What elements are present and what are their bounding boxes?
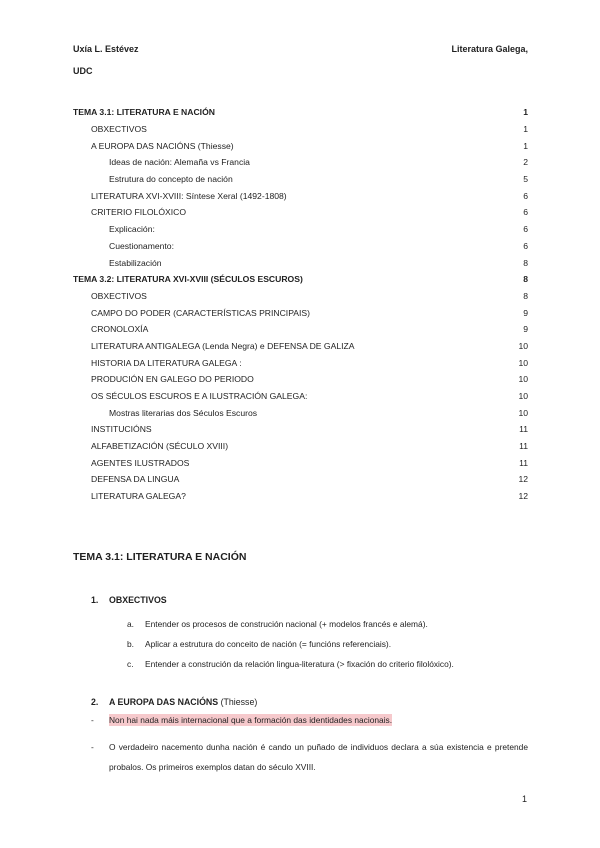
toc-entry-page: 10 [518,374,528,385]
toc-entry-title: TEMA 3.2: LITERATURA XVI-XVIII (SÉCULOS ESCUROS) [73,274,303,285]
toc-entry-title: Ideas de nación: Alemaña vs Francia [109,157,250,168]
toc-entry-title: ALFABETIZACIÓN (SÉCULO XVIII) [91,441,229,452]
toc-entry-page: 10 [518,391,528,402]
toc-entry[interactable] [73,404,528,421]
toc-entry[interactable] [73,471,528,488]
toc-entry[interactable] [73,271,528,288]
toc-entry-title: Cuestionamento: [109,240,174,251]
toc-entry-title: LITERATURA ANTIGALEGA (Lenda Negra) e DEFENSA DE GALIZA [91,340,355,351]
toc-entry[interactable] [73,121,528,138]
toc-entry[interactable] [73,171,528,188]
objective-letter: c. [127,659,134,669]
toc-entry-title: CAMPO DO PODER (CARACTERÍSTICAS PRINCIPAIS) [91,307,311,318]
author-name: Uxía L. Estévez [73,44,139,54]
bullet-item [91,715,531,725]
heading-text: OBXECTIVOS [109,595,167,605]
objective-text: Aplicar a estrutura do conceito de nación (= funcións referenciais). [145,639,392,649]
toc-entry[interactable] [73,104,528,121]
toc-entry-title: TEMA 3.1: LITERATURA E NACIÓN [73,107,215,118]
toc-entry-page: 9 [523,324,528,335]
heading-author: (Thiesse) [220,697,258,707]
toc-entry-title: OBXECTIVOS [91,290,147,301]
toc-entry[interactable] [73,488,528,505]
toc-entry[interactable] [73,288,528,305]
page-header-left [73,38,139,82]
toc-entry-page: 5 [523,174,528,185]
heading-number: 2. [91,697,99,707]
toc-entry[interactable] [73,321,528,338]
institution: UDC [73,66,93,76]
toc-entry[interactable] [73,187,528,204]
toc-entry-page: 10 [518,357,528,368]
objective-item [127,654,527,674]
toc-entry[interactable] [73,238,528,255]
bullet-dash: - [91,715,94,725]
toc-entry-page: 8 [523,257,528,268]
page-number: 1 [521,794,527,804]
bullet-item [91,737,528,777]
toc-entry[interactable] [73,137,528,154]
toc-entry-page: 10 [518,340,528,351]
objective-letter: b. [127,639,134,649]
toc-entry-title: LITERATURA XVI-XVIII: Síntese Xeral (1492-1808) [91,190,287,201]
toc-entry-page: 6 [523,224,528,235]
objective-item [127,614,527,634]
toc-entry[interactable] [73,304,528,321]
table-of-contents [73,104,528,505]
toc-entry-title: OBXECTIVOS [91,124,147,135]
toc-entry-page: 1 [523,140,528,151]
toc-entry-title: INSTITUCIÓNS [91,424,152,435]
toc-entry-title: PRODUCIÓN EN GALEGO DO PERIODO [91,374,254,385]
toc-entry-title: Explicación: [109,224,155,235]
toc-entry-page: 6 [523,207,528,218]
toc-entry-page: 8 [523,290,528,301]
heading-obxectivos [91,595,167,605]
bullet-text: O verdadeiro nacemento dunha nación é cando un puñado de individuos declara a súa existencia e pretende probalos. Os primeiros exemplos datan do século XVIII. [109,742,528,772]
toc-entry[interactable] [73,154,528,171]
heading-text: A EUROPA DAS NACIÓNS [109,697,219,707]
toc-entry[interactable] [73,204,528,221]
toc-entry[interactable] [73,221,528,238]
toc-entry-page: 6 [523,240,528,251]
header-subject: Literatura Galega, [451,44,528,54]
toc-entry-title: DEFENSA DA LINGUA [91,474,180,485]
toc-entry[interactable] [73,354,528,371]
toc-entry-title: CRITERIO FILOLÓXICO [91,207,187,218]
toc-entry-title: AGENTES ILUSTRADOS [91,457,190,468]
toc-entry[interactable] [73,421,528,438]
toc-entry-page: 11 [519,424,528,435]
toc-entry-title: Estabilización [109,257,162,268]
toc-entry-page: 8 [523,274,528,285]
toc-entry-page: 11 [519,441,528,452]
toc-entry[interactable] [73,438,528,455]
toc-entry-page: 9 [523,307,528,318]
toc-entry[interactable] [73,254,528,271]
objective-item [127,634,527,654]
objectives-list [127,614,527,674]
toc-entry-title: CRONOLOXÍA [91,324,149,335]
toc-entry-title: A EUROPA DAS NACIÓNS (Thiesse) [91,140,234,151]
objective-letter: a. [127,619,134,629]
toc-entry[interactable] [73,388,528,405]
toc-entry-page: 1 [523,124,528,135]
highlighted-text: Non hai nada máis internacional que a formación das identidades nacionais. [109,715,393,725]
toc-entry[interactable] [73,338,528,355]
toc-entry-page: 12 [518,491,528,502]
toc-entry-title: HISTORIA DA LITERATURA GALEGA : [91,357,242,368]
toc-entry-page: 12 [518,474,528,485]
toc-entry[interactable] [73,454,528,471]
heading-number: 1. [91,595,99,605]
toc-entry-page: 10 [518,407,528,418]
toc-entry-page: 2 [523,157,528,168]
toc-entry-page: 11 [519,457,528,468]
toc-entry-title: LITERATURA GALEGA? [91,491,186,502]
toc-entry-page: 1 [523,107,528,118]
toc-entry-title: OS SÉCULOS ESCUROS E A ILUSTRACIÓN GALEGA: [91,391,308,402]
objective-text: Entender os procesos de construción nacional (+ modelos francés e alemá). [145,619,428,629]
toc-entry-title: Mostras literarias dos Séculos Escuros [109,407,258,418]
objective-text: Entender a construción da relación lingua-literatura (> fixación do criterio filolóxico). [145,659,454,669]
toc-entry[interactable] [73,371,528,388]
heading-europa [91,697,257,707]
bullet-dash: - [91,742,94,752]
toc-entry-title: Estrutura do concepto de nación [109,174,233,185]
toc-entry-page: 6 [523,190,528,201]
section-title: TEMA 3.1: LITERATURA E NACIÓN [73,551,247,563]
